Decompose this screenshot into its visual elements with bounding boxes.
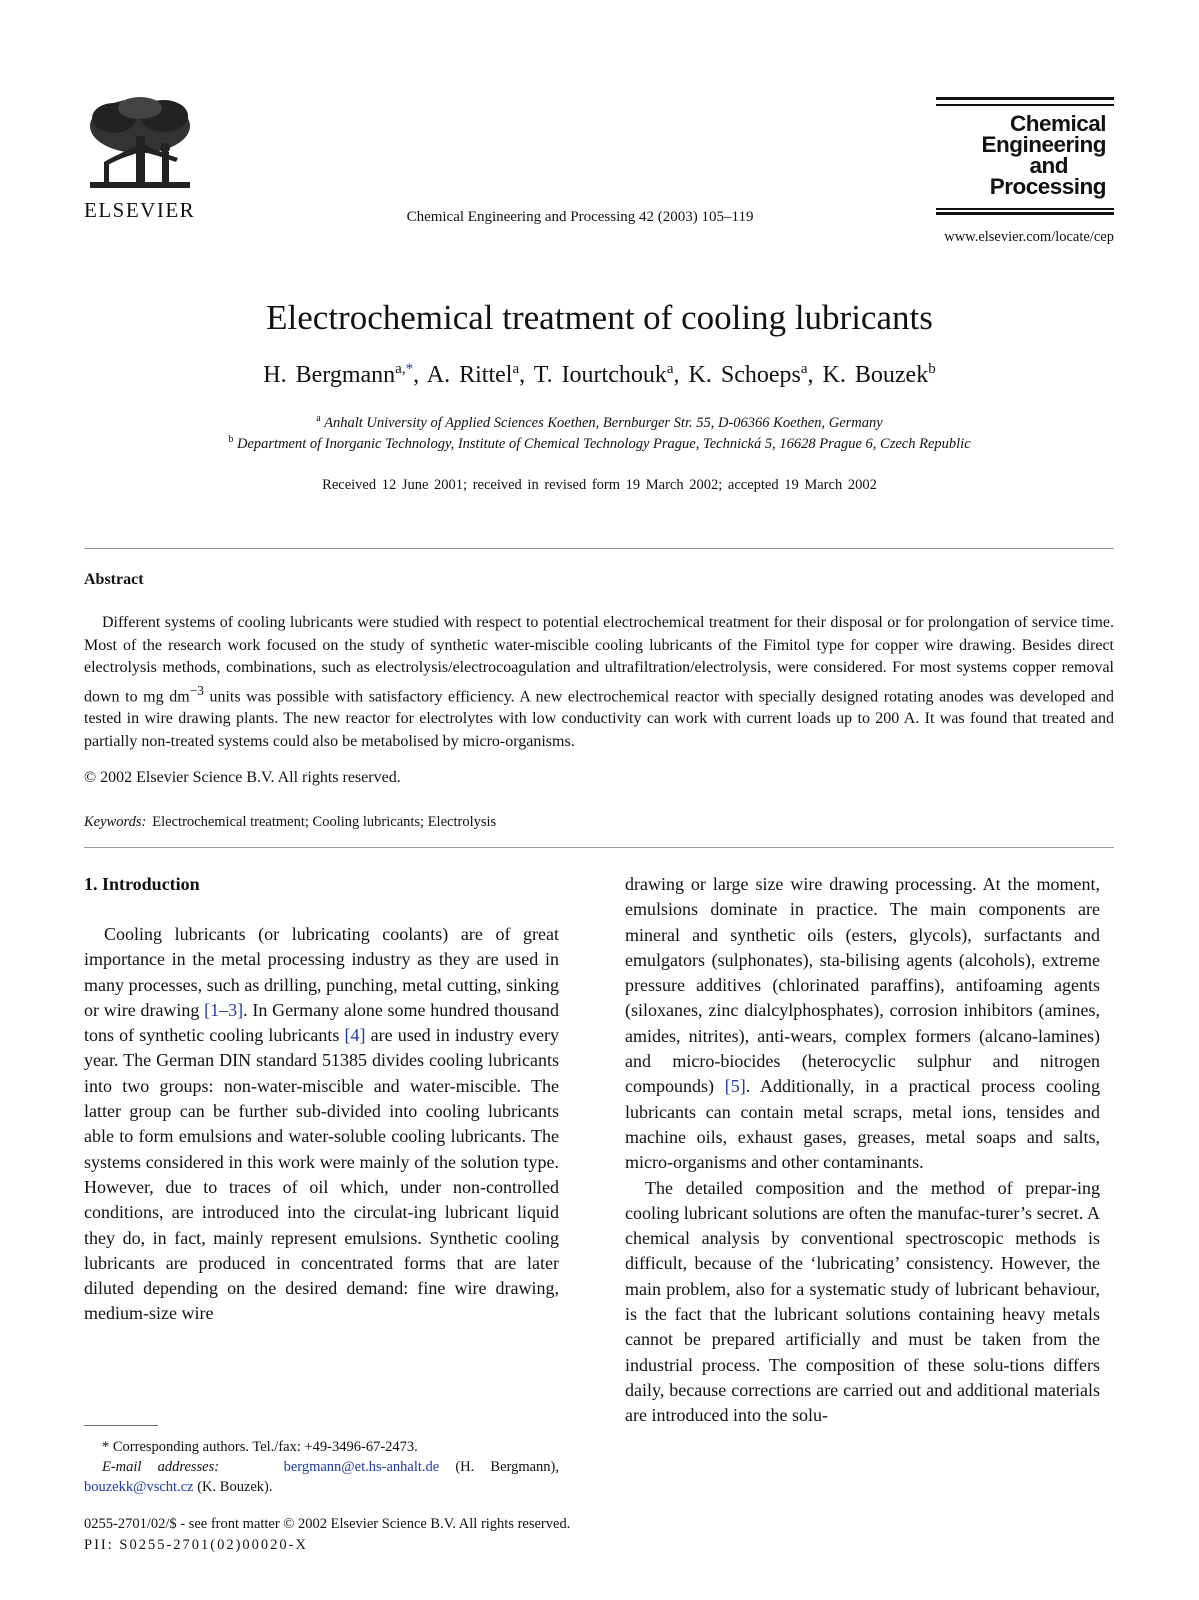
- author-affil-mark: a: [512, 361, 520, 377]
- email-label: E-mail addresses:: [102, 1459, 220, 1475]
- author-list: [0, 361, 1199, 389]
- journal-logo-line: Processing: [989, 174, 1106, 199]
- author-affil-mark: a,: [395, 361, 406, 377]
- copyright-notice: © 2002 Elsevier Science B.V. All rights reserved.: [84, 769, 401, 786]
- footnote-divider: [84, 1425, 158, 1426]
- author-name: K. Bouzek: [822, 362, 929, 388]
- author-affil-mark: a: [800, 361, 808, 377]
- abstract-heading: Abstract: [84, 571, 144, 588]
- affiliation-mark: b: [228, 434, 234, 445]
- paragraph-text: Cooling lubricants (or lubricating coolants) are of great importance in the metal processing industry as they are used in many processes, such as drilling, punching, metal cutting, sinking or wire drawing: [84, 924, 559, 1020]
- body-column-right: [625, 872, 1100, 1429]
- elsevier-tree-logo: [84, 96, 196, 194]
- email-link[interactable]: bouzekk@vscht.cz: [84, 1479, 194, 1495]
- paragraph-text: . Additionally, in a practical process cooling lubricants can contain metal scraps, metal ions, tensides and machine oils, exhaust gases, greases, metal soaps and salts, micro-organisms and other contaminants.: [625, 1076, 1100, 1173]
- affiliation-text: Anhalt University of Applied Sciences Koethen, Bernburger Str. 55, D-06366 Koethen, Germany: [324, 414, 883, 431]
- author-separator: ,: [519, 362, 534, 388]
- email-owner: (K. Bouzek).: [193, 1479, 273, 1495]
- journal-logo: [936, 97, 1114, 225]
- journal-url[interactable]: www.elsevier.com/locate/cep: [944, 229, 1114, 245]
- affiliation: [0, 434, 1199, 453]
- email-link[interactable]: bergmann@et.hs-anhalt.de: [283, 1459, 440, 1475]
- keywords-text: Electrochemical treatment; Cooling lubricants; Electrolysis: [152, 814, 497, 830]
- paragraph-text: . In Germany alone some hundred thousand tons of synthetic cooling lubricants: [84, 999, 559, 1046]
- divider: [84, 548, 1114, 549]
- email-owner: (H. Bergmann),: [439, 1459, 559, 1475]
- author-name: H. Bergmann: [263, 362, 396, 388]
- paragraph: [84, 922, 559, 1327]
- abstract-text-part: Different systems of cooling lubricants were studied with respect to potential electrochemical treatment for their disposal or for prolongation of service time. Most of the research work focused on the study of synthetic water-miscible cooling lubricants of the Fimitol type for copper wire drawing. Besides direct electrolysis methods, combinations, such as electrolysis/electrocoagulation and ultrafiltration/electrolysis, were considered. For most systems copper removal down to mg dm: [84, 614, 1114, 705]
- citation-link[interactable]: [4]: [344, 1025, 366, 1046]
- citation-link[interactable]: [1–3]: [204, 999, 244, 1020]
- logo-rule-bottom-thin: [936, 208, 1114, 210]
- author-name: K. Schoeps: [688, 362, 801, 388]
- paragraph: The detailed composition and the method of prepar-ing cooling lubricant solutions are often the manufac-turer’s secret. A chemical analysis by conventional spectroscopic methods is difficult, because of the ‘lubricating’ consistency. However, the main problem, also for a systematic study of lubricant behaviour, is the fact that the lubricant solutions containing heavy metals cannot be prepared artificially and must be taken from the industrial process. The composition of these solu-tions differs daily, because corrections are carried out and additional materials are introduced into the solu-: [625, 1177, 1100, 1426]
- section-heading: 1. Introduction: [84, 874, 200, 894]
- author-name: A. Rittel: [426, 362, 513, 388]
- author-affil-mark: a: [666, 361, 674, 377]
- article-title: Electrochemical treatment of cooling lubricants: [266, 298, 933, 337]
- paragraph: [625, 872, 1100, 1176]
- pii-line: PII: S0255-2701(02)00020-X: [84, 1537, 308, 1553]
- abstract-text-part: units was possible with satisfactory efficiency. A new electrochemical reactor with specially designed rotating anodes was developed and tested in wire drawing plants. The new reactor for electrolytes with low conductivity can work with current loads up to 200 A. It was found that treated and partially non-treated systems could also be metabolised by micro-organisms.: [84, 687, 1115, 750]
- keywords: [84, 814, 496, 831]
- keywords-label: Keywords:: [84, 814, 147, 830]
- journal-logo-line: and: [1029, 153, 1068, 178]
- email-note: [84, 1457, 559, 1497]
- paragraph-text: drawing or large size wire drawing processing. At the moment, emulsions dominate in practice. The main components are mineral and synthetic oils (esters, glycols), surfactants and emulgators (sulphonates), sta-bilising agents (alcohols), extreme pressure additives (chlorinated paraffins), antifoaming agents (siloxanes, zinc dialcylphosphates), corrosion inhibitors (amines, amides, nitrites), anti-wears, complex formers (alcano-lamines) and micro-biocides (heterocyclic sulphur and nitrogen compounds): [625, 874, 1100, 1097]
- corresponding-author-link[interactable]: *: [405, 361, 414, 377]
- body-column-left: [84, 922, 559, 1327]
- affiliation-text: Department of Inorganic Technology, Institute of Chemical Technology Prague, Technická 5, 16628 Prague 6, Czech Republic: [237, 435, 971, 452]
- journal-logo-line: Engineering: [981, 132, 1106, 157]
- author-name: T. Iourtchouk: [533, 362, 667, 388]
- logo-rule-top: [936, 97, 1114, 100]
- author-separator: ,: [413, 362, 427, 388]
- affiliation: [0, 413, 1199, 432]
- abstract-exponent: −3: [189, 682, 204, 698]
- author-separator: ,: [673, 362, 689, 388]
- footnote: [84, 1437, 559, 1497]
- divider: [84, 847, 1114, 848]
- corresponding-author-note: * Corresponding authors. Tel./fax: +49-3496-67-2473.: [102, 1439, 418, 1455]
- issn-line: 0255-2701/02/$ - see front matter © 2002 Elsevier Science B.V. All rights reserved.: [84, 1516, 571, 1532]
- journal-logo-line: Chemical: [1009, 111, 1106, 136]
- logo-rule-top-thin: [936, 104, 1114, 106]
- author-affil-mark: b: [928, 361, 936, 377]
- logo-rule-bottom: [936, 212, 1114, 215]
- article-dates: Received 12 June 2001; received in revised form 19 March 2002; accepted 19 March 2002: [322, 477, 877, 493]
- journal-citation: Chemical Engineering and Processing 42 (2003) 105–119: [406, 209, 754, 225]
- citation-link[interactable]: [5]: [724, 1076, 746, 1097]
- affiliation-mark: a: [316, 413, 321, 424]
- publisher-name: ELSEVIER: [84, 198, 196, 222]
- paragraph-text: are used in industry every year. The German DIN standard 51385 divides cooling lubricants into two groups: non-water-miscible and water-miscible. The latter group can be further sub-divided into cooling lubricants able to form emulsions and water-soluble cooling lubricants. The systems considered in this work were mainly of the solution type. However, due to traces of oil which, under non-controlled conditions, are introduced into the circulat-ing lubricant liquid they do, in fact, mainly represent emulsions. Synthetic cooling lubricants are produced in concentrated forms that are later diluted depending on the desired demand: fine wire drawing, medium-size wire: [84, 1025, 559, 1324]
- author-separator: ,: [807, 362, 823, 388]
- abstract-text: [84, 612, 1114, 753]
